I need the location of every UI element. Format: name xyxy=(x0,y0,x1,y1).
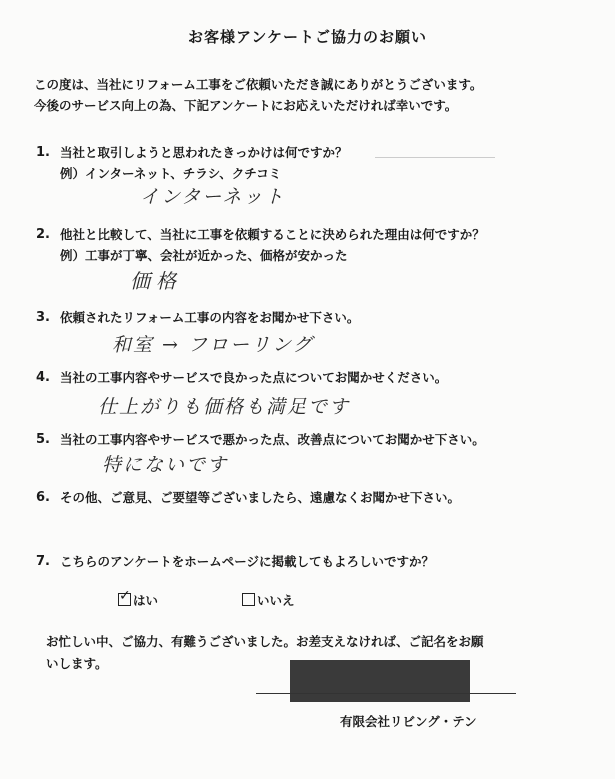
intro-line-1: この度は、当社にリフォーム工事をご依頼いただき誠にありがとうございます。 xyxy=(34,77,483,92)
signature-line xyxy=(256,693,516,694)
company-name: 有限会社リビング・テン xyxy=(340,714,477,729)
question-4-number: 4. xyxy=(36,370,50,385)
question-6-number: 6. xyxy=(36,490,50,505)
question-2-example: 例）工事が丁寧、会社が近かった、価格が安かった xyxy=(60,248,348,263)
question-4-answer: 仕上がりも価格も満足です xyxy=(98,396,351,418)
question-3-answer: 和室 → フローリング xyxy=(112,334,314,356)
question-5-number: 5. xyxy=(36,432,50,447)
intro-line-2: 今後のサービス向上の為、下記アンケートにお応えいただければ幸いです。 xyxy=(34,98,458,113)
question-3-number: 3. xyxy=(36,310,50,325)
closing-line-2: いします。 xyxy=(46,656,108,671)
divider xyxy=(375,157,495,158)
question-5-answer: 特にないです xyxy=(102,454,229,476)
option-no[interactable] xyxy=(242,591,295,609)
question-2-answer: 価格 xyxy=(130,269,182,293)
checkbox-no[interactable] xyxy=(242,593,255,606)
question-7-number: 7. xyxy=(36,554,50,569)
option-yes-label: はい xyxy=(133,593,159,608)
question-3-text: 依頼されたリフォーム工事の内容をお聞かせ下さい。 xyxy=(60,310,360,325)
question-6-text: その他、ご意見、ご要望等ございましたら、遠慮なくお聞かせ下さい。 xyxy=(60,490,461,505)
redacted-name xyxy=(290,660,470,702)
question-2-number: 2. xyxy=(36,227,50,242)
question-1-number: 1. xyxy=(36,145,50,160)
checkbox-yes[interactable] xyxy=(118,588,131,606)
question-1-answer: インターネット xyxy=(140,186,286,208)
question-5-text: 当社の工事内容やサービスで悪かった点、改善点についてお聞かせ下さい。 xyxy=(60,432,485,447)
check-icon: ✓ xyxy=(119,588,131,604)
question-7-text: こちらのアンケートをホームページに掲載してもよろしいですか？ xyxy=(60,554,435,569)
option-yes[interactable] xyxy=(118,588,159,609)
question-1-text: 当社と取引しようと思われたきっかけは何ですか？ xyxy=(60,145,348,160)
page-title: お客様アンケートご協力のお願い xyxy=(187,28,428,46)
closing-line-1: お忙しい中、ご協力、有難うございました。お差支えなければ、ご記名をお願 xyxy=(46,634,484,649)
question-4-text: 当社の工事内容やサービスで良かった点についてお聞かせください。 xyxy=(60,370,448,385)
option-no-label: いいえ xyxy=(257,593,295,608)
question-2-text: 他社と比較して、当社に工事を依頼することに決められた理由は何ですか？ xyxy=(60,227,485,242)
question-1-example: 例）インターネット、チラシ、クチコミ xyxy=(60,166,282,181)
